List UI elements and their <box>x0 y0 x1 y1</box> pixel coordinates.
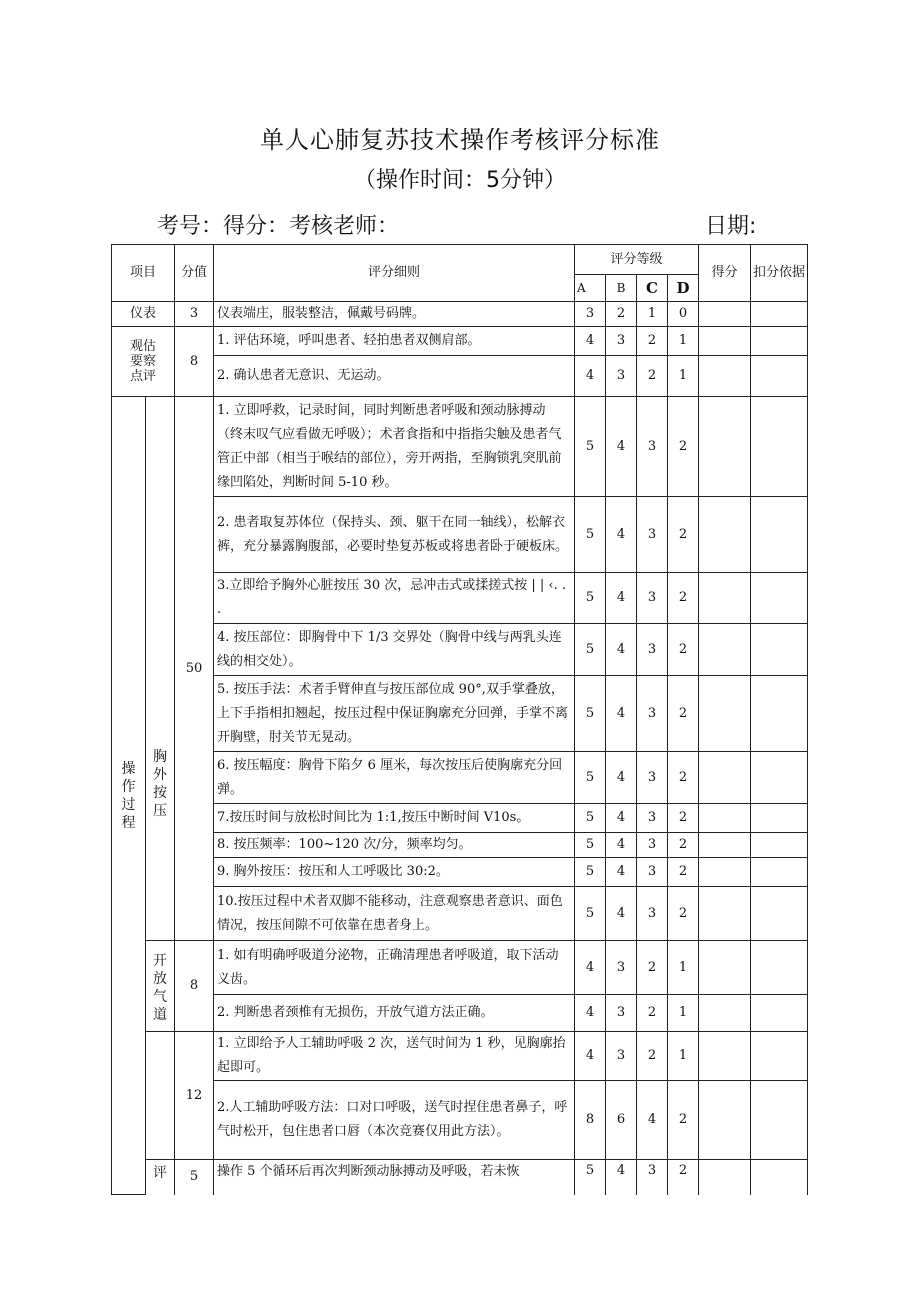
detail-cell: 7.按压时间与放松时间比为 1:1,按压中断时间 V10s。 <box>214 804 575 833</box>
grade-cell: 3 <box>637 676 668 752</box>
table-row <box>112 887 808 941</box>
eval-group-label: 评 <box>146 1160 175 1195</box>
detail-cell: 8. 按压频率：100~120 次/分，频率均匀。 <box>214 833 575 858</box>
compress-group-score: 50 <box>175 397 214 941</box>
grade-cell: 4 <box>606 624 637 676</box>
grade-cell: 1 <box>668 1032 699 1081</box>
got-cell <box>699 1081 751 1160</box>
basis-cell <box>751 804 808 833</box>
grade-b: B <box>606 275 637 302</box>
grade-cell: 4 <box>606 887 637 941</box>
got-cell <box>699 624 751 676</box>
grade-cell: 2 <box>637 941 668 995</box>
basis-cell <box>751 327 808 356</box>
grade-cell: 3 <box>637 1160 668 1195</box>
got-cell <box>699 1032 751 1081</box>
grade-cell: 3 <box>606 941 637 995</box>
got-cell <box>699 887 751 941</box>
grade-cell: 4 <box>575 1032 606 1081</box>
grade-cell: 5 <box>575 624 606 676</box>
grade-cell: 2 <box>637 1032 668 1081</box>
table-row <box>112 356 808 397</box>
grade-cell: 4 <box>606 497 637 573</box>
breath-group-score: 12 <box>175 1032 214 1160</box>
got-cell <box>699 941 751 995</box>
grade-cell: 2 <box>668 676 699 752</box>
basis-cell <box>751 752 808 804</box>
detail-cell: 9. 胸外按压：按压和人工呼吸比 30:2。 <box>214 858 575 887</box>
grade-cell: 3 <box>637 573 668 624</box>
grade-cell: 4 <box>575 941 606 995</box>
grade-cell: 5 <box>575 804 606 833</box>
grade-cell: 2 <box>668 1081 699 1160</box>
table-row <box>112 941 808 995</box>
table-row <box>112 858 808 887</box>
grade-cell: 5 <box>575 573 606 624</box>
basis-cell <box>751 1160 808 1195</box>
table-row <box>112 302 808 327</box>
detail-cell: 1. 如有明确呼吸道分泌物，正确清理患者呼吸道，取下活动义齿。 <box>214 941 575 995</box>
scoring-table <box>111 244 808 1195</box>
got-cell <box>699 1160 751 1195</box>
airway-group-label: 开放气道 <box>146 941 175 1032</box>
grade-cell: 4 <box>575 995 606 1032</box>
table-row <box>112 1160 808 1195</box>
table-row <box>112 676 808 752</box>
grade-cell: 4 <box>606 397 637 497</box>
detail-cell: 10.按压过程中术者双脚不能移动，注意观察患者意识、面色情况，按压间隙不可依靠在患者身上。 <box>214 887 575 941</box>
grade-cell: 2 <box>668 804 699 833</box>
grade-cell: 4 <box>575 356 606 397</box>
grade-cell: 4 <box>606 1160 637 1195</box>
table-row <box>112 327 808 356</box>
item-label: 仪表 <box>112 302 175 327</box>
basis-cell <box>751 833 808 858</box>
basis-cell <box>751 573 808 624</box>
grade-cell: 1 <box>668 941 699 995</box>
header-grade: 评分等级 <box>575 245 699 275</box>
detail-cell: 5. 按压手法：术者手臂伸直与按压部位成 90°,双手掌叠放，上下手指相扣翘起，按压过程中保证胸廓充分回弹，手掌不离开胸壁，肘关节无晃动。 <box>214 676 575 752</box>
grade-cell: 4 <box>606 804 637 833</box>
grade-a: A <box>575 275 606 302</box>
grade-cell: 3 <box>637 752 668 804</box>
process-group-label: 操作过程 <box>112 397 146 1195</box>
breath-group-label <box>146 1032 175 1160</box>
header-row <box>112 245 808 275</box>
basis-cell <box>751 941 808 995</box>
detail-cell: 操作 5 个循环后再次判断颈动脉搏动及呼吸，若未恢 <box>214 1160 575 1195</box>
grade-d: D <box>668 275 699 302</box>
got-cell <box>699 356 751 397</box>
detail-cell: 1. 立即呼救，记录时间，同时判断患者呼吸和颈动脉搏动（终末叹气应看做无呼吸）；术者食指和中指指尖触及患者气管正中部（相当于喉结的部位），旁开两指，至胸锁乳突肌前缘凹陷处，判断时间 5-10 秒。 <box>214 397 575 497</box>
table-row <box>112 752 808 804</box>
compress-group-label: 胸外按压 <box>146 397 175 941</box>
got-cell <box>699 497 751 573</box>
header-score: 分值 <box>175 245 214 302</box>
got-cell <box>699 397 751 497</box>
header-detail: 评分细则 <box>214 245 575 302</box>
basis-cell <box>751 1081 808 1160</box>
detail-cell: 2. 确认患者无意识、无运动。 <box>214 356 575 397</box>
got-cell <box>699 752 751 804</box>
detail-cell: 4. 按压部位：即胸骨中下 1/3 交界处（胸骨中线与两乳头连线的相交处）。 <box>214 624 575 676</box>
header-got: 得分 <box>699 245 751 302</box>
header-item: 项目 <box>112 245 175 302</box>
grade-cell: 5 <box>575 833 606 858</box>
basis-cell <box>751 624 808 676</box>
document-title: 单人心肺复苏技术操作考核评分标准 <box>260 126 660 154</box>
detail-cell: 2.人工辅助呼吸方法：口对口呼吸，送气时捏住患者鼻子，呼气时松开，包住患者口唇（本次竞赛仅用此方法）。 <box>214 1081 575 1160</box>
grade-cell: 4 <box>606 573 637 624</box>
grade-cell: 6 <box>606 1081 637 1160</box>
grade-cell: 1 <box>668 995 699 1032</box>
got-cell <box>699 327 751 356</box>
detail-cell: 2. 判断患者颈椎有无损伤，开放气道方法正确。 <box>214 995 575 1032</box>
grade-cell: 2 <box>668 497 699 573</box>
grade-cell: 3 <box>637 624 668 676</box>
eval-group-score: 5 <box>175 1160 214 1195</box>
grade-cell: 3 <box>637 858 668 887</box>
grade-cell: 3 <box>637 833 668 858</box>
basis-cell <box>751 858 808 887</box>
table-row <box>112 995 808 1032</box>
grade-cell: 1 <box>668 356 699 397</box>
got-cell <box>699 858 751 887</box>
table-row <box>112 624 808 676</box>
grade-cell: 4 <box>575 327 606 356</box>
basis-cell <box>751 397 808 497</box>
grade-cell: 3 <box>637 804 668 833</box>
grade-cell: 5 <box>575 676 606 752</box>
assess-group-label: 观估要察点评 <box>112 327 175 397</box>
header-basis: 扣分依据 <box>751 245 808 302</box>
table-row <box>112 833 808 858</box>
grade-cell: 1 <box>668 327 699 356</box>
grade-cell: 5 <box>575 397 606 497</box>
detail-cell: 1. 评估环境，呼叫患者、轻拍患者双侧肩部。 <box>214 327 575 356</box>
grade-cell: 4 <box>606 833 637 858</box>
grade-cell: 1 <box>637 302 668 327</box>
got-cell <box>699 833 751 858</box>
grade-cell: 3 <box>606 327 637 356</box>
assess-group-score: 8 <box>175 327 214 397</box>
grade-cell: 2 <box>668 1160 699 1195</box>
grade-cell: 2 <box>668 887 699 941</box>
grade-cell: 5 <box>575 497 606 573</box>
grade-cell: 2 <box>668 397 699 497</box>
basis-cell <box>751 302 808 327</box>
grade-cell: 3 <box>637 497 668 573</box>
grade-cell: 4 <box>637 1081 668 1160</box>
basis-cell <box>751 995 808 1032</box>
grade-cell: 3 <box>606 1032 637 1081</box>
grade-cell: 3 <box>606 356 637 397</box>
grade-cell: 5 <box>575 752 606 804</box>
grade-cell: 2 <box>668 858 699 887</box>
table-row <box>112 497 808 573</box>
document-subtitle: （操作时间：5分钟） <box>354 168 566 193</box>
score-cell: 3 <box>175 302 214 327</box>
detail-cell: 6. 按压幅度：胸骨下陷夕 6 厘米，每次按压后使胸廓充分回弹。 <box>214 752 575 804</box>
grade-cell: 2 <box>637 327 668 356</box>
grade-c: C <box>637 275 668 302</box>
detail-cell: 仪表端庄，服装整洁，佩戴号码牌。 <box>214 302 575 327</box>
grade-cell: 3 <box>637 397 668 497</box>
basis-cell <box>751 497 808 573</box>
basis-cell <box>751 887 808 941</box>
table-row <box>112 397 808 497</box>
got-cell <box>699 995 751 1032</box>
grade-cell: 4 <box>606 676 637 752</box>
exam-meta-fields: 考号：得分：考核老师： <box>157 214 400 239</box>
got-cell <box>699 676 751 752</box>
grade-cell: 2 <box>668 752 699 804</box>
basis-cell <box>751 1032 808 1081</box>
grade-cell: 8 <box>575 1081 606 1160</box>
table-row <box>112 573 808 624</box>
grade-cell: 2 <box>668 573 699 624</box>
got-cell <box>699 302 751 327</box>
airway-group-score: 8 <box>175 941 214 1032</box>
grade-cell: 4 <box>606 752 637 804</box>
grade-cell: 2 <box>668 833 699 858</box>
detail-cell: 3.立即给予胸外心脏按压 30 次，忌冲击式或揉搓式按 | | ‹. . . <box>214 573 575 624</box>
grade-cell: 2 <box>668 624 699 676</box>
table-row <box>112 804 808 833</box>
grade-cell: 2 <box>637 995 668 1032</box>
table-row <box>112 1081 808 1160</box>
date-field: 日期: <box>705 214 757 239</box>
grade-cell: 3 <box>637 887 668 941</box>
grade-cell: 4 <box>606 858 637 887</box>
grade-cell: 2 <box>637 356 668 397</box>
got-cell <box>699 804 751 833</box>
grade-cell: 5 <box>575 1160 606 1195</box>
grade-cell: 5 <box>575 887 606 941</box>
table-row <box>112 1032 808 1081</box>
got-cell <box>699 573 751 624</box>
grade-cell: 0 <box>668 302 699 327</box>
basis-cell <box>751 356 808 397</box>
grade-cell: 3 <box>606 995 637 1032</box>
basis-cell <box>751 676 808 752</box>
grade-cell: 3 <box>575 302 606 327</box>
detail-cell: 1. 立即给予人工辅助呼吸 2 次，送气时间为 1 秒，见胸廓抬起即可。 <box>214 1032 575 1081</box>
detail-cell: 2. 患者取复苏体位（保持头、颈、躯干在同一轴线），松解衣裤，充分暴露胸腹部，必要时垫复苏板或将患者卧于硬板床。 <box>214 497 575 573</box>
grade-cell: 5 <box>575 858 606 887</box>
grade-cell: 2 <box>606 302 637 327</box>
